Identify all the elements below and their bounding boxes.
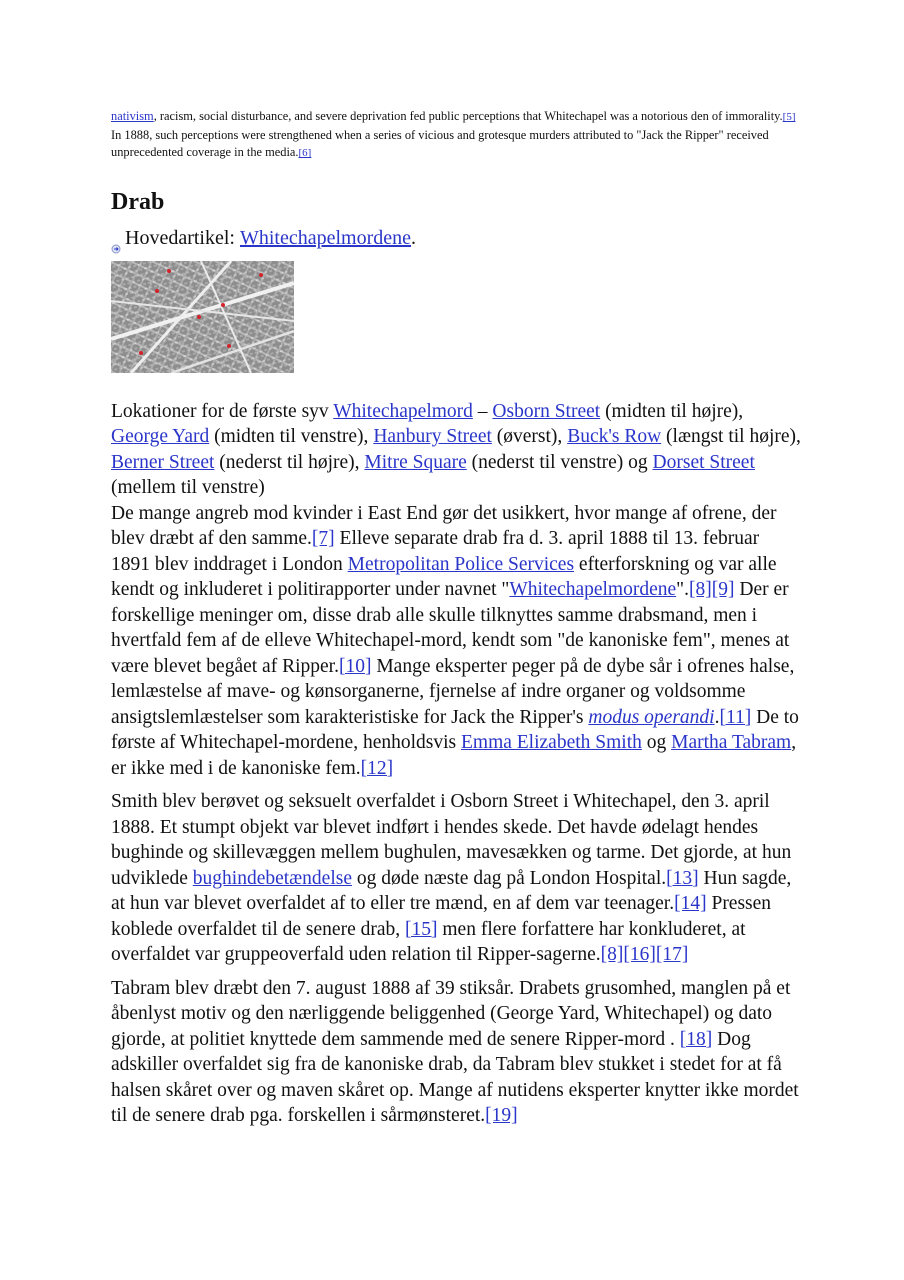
link-emma-elizabeth-smith[interactable]: Emma Elizabeth Smith bbox=[460, 732, 642, 753]
link-osborn-street[interactable]: Osborn Street bbox=[492, 400, 601, 422]
link-mitre-square[interactable]: Mitre Square bbox=[364, 451, 467, 473]
article-content bbox=[111, 108, 801, 1129]
paragraph-2: Smith blev berøvet og seksuelt overfaldet i Osborn Street i Whitechapel, den 3. april 1888. Et stumpt objekt var blevet indført i hendes skede. Det havde ødelagt hendes bughinde og skillevæggen mellem bughulen, mavesækken og tarme. Det gjorde, at hun udviklede bughindebetændelse og døde næste dag på London Hospital.[13] Hun sagde, at hun var blevet overfaldet af to eller tre mænd, en af dem var teenager.[14] Pressen koblede overfaldet til de senere drab, [15] men flere forfattere har konkluderet, at overfaldet var gruppeoverfald uden relation til Ripper-sagerne.[8][16][17] bbox=[111, 791, 792, 965]
link-whitechapelmordene[interactable]: Whitechapelmordene bbox=[509, 579, 677, 600]
ref-11[interactable]: [11] bbox=[719, 706, 752, 728]
ref-19[interactable]: [19] bbox=[485, 1105, 518, 1126]
ref-8[interactable]: [8] bbox=[688, 579, 712, 600]
map-image[interactable] bbox=[111, 261, 294, 373]
ref-18[interactable]: [18] bbox=[679, 1028, 713, 1050]
ref-8b[interactable]: [8] bbox=[600, 944, 624, 965]
link-nativism[interactable]: nativism bbox=[111, 109, 154, 123]
link-modus-operandi[interactable]: modus operandi bbox=[588, 706, 715, 728]
image-caption: Lokationer for de første syv Whitechapelmord – Osborn Street (midten til højre), George Yard (midten til venstre), Hanbury Street (øverst), Buck's Row (længst til højre), Berner Street (nederst til højre), Mitre Square (nederst til venstre) og Dorset Street (mellem til venstre) bbox=[111, 400, 801, 498]
intro-text: In 1888, such perceptions were strengthened when a series of vicious and grotesque murders attributed to "Jack the Ripper" received unprecedented coverage in the media. bbox=[111, 127, 769, 159]
paragraph-1: De mange angreb mod kvinder i East End gør det usikkert, hvor mange af ofrene, der blev dræbt af den samme.[7] Elleve separate drab fra d. 3. april 1888 til 13. februar 1891 blev inddraget i London Metropolitan Police Services efterforskning og var alle kendt og inkluderet i politirapporter under navnet "Whitechapelmordene".[8][9] Der er forskellige meninger om, disse drab alle skulle tilknyttes samme drabsmand, men i hvertfald fem af de elleve Whitechapel-mord, kendt som "de kanoniske fem", menes at være blevet begået af Ripper.[10] Mange eksperter peger på de dybe sår i ofrenes halse, lemlæstelse af mave- og kønsorganerne, fjernelse af indre organer og voldsomme ansigtslemlæstelser som karakteristiske for Jack the Ripper's modus operandi.[11] De to første af Whitechapel-mordene, henholdsvis Emma Elizabeth Smith og Martha Tabram, er ikke med i de kanoniske fem.[12] bbox=[111, 502, 799, 779]
main-article-prefix: Hovedartikel: bbox=[125, 226, 235, 249]
link-george-yard[interactable]: George Yard bbox=[111, 426, 210, 447]
ref-10[interactable]: [10] bbox=[338, 655, 372, 677]
ref-6[interactable]: [6] bbox=[298, 147, 312, 159]
ref-14[interactable]: [14] bbox=[674, 893, 707, 914]
link-bughindebetaendelse[interactable]: bughindebetændelse bbox=[192, 867, 352, 889]
link-bucks-row[interactable]: Buck's Row bbox=[567, 426, 662, 447]
link-martha-tabram[interactable]: Martha Tabram bbox=[671, 732, 792, 753]
ref-13[interactable]: [13] bbox=[666, 867, 699, 889]
link-dorset-street[interactable]: Dorset Street bbox=[652, 451, 755, 473]
link-hanbury-street[interactable]: Hanbury Street bbox=[373, 426, 492, 447]
link-metropolitan-police[interactable]: Metropolitan Police Services bbox=[347, 553, 575, 575]
arrow-link-icon bbox=[111, 235, 121, 245]
main-article-suffix: . bbox=[411, 226, 416, 249]
intro-paragraph bbox=[111, 108, 801, 163]
intro-text: , racism, social disturbance, and severe deprivation fed public perceptions that Whitechapel was a notorious den of immorality. bbox=[153, 109, 783, 123]
ref-12[interactable]: [12] bbox=[360, 757, 394, 779]
ref-5[interactable]: [5] bbox=[782, 111, 796, 123]
link-whitechapelmord[interactable]: Whitechapelmord bbox=[333, 400, 473, 422]
main-article-line bbox=[111, 225, 801, 251]
ref-16[interactable]: [16] bbox=[623, 944, 656, 965]
link-berner-street[interactable]: Berner Street bbox=[111, 451, 215, 473]
ref-17[interactable]: [17] bbox=[655, 944, 689, 965]
ref-9[interactable]: [9] bbox=[711, 579, 735, 600]
ref-7[interactable]: [7] bbox=[311, 528, 335, 549]
paragraph-3: Tabram blev dræbt den 7. august 1888 af 39 stiksår. Drabets grusomhed, manglen på et åbenlyst motiv og den nærliggende beliggenhed (George Yard, Whitechapel) og dato gjorde, at politiet knyttede dem sammende med de senere Ripper-mord . [18] Dog adskiller overfaldet sig fra de kanoniske drab, da Tabram blev stukket i stedet for at få halsen skåret over og maven skåret op. Mange af nutidens eksperter knytter ikke mordet til de senere drab pga. forskellen i sårmønsteret.[19] bbox=[111, 977, 799, 1126]
ref-15[interactable]: [15] bbox=[405, 918, 438, 940]
link-main-article[interactable]: Whitechapelmordene bbox=[239, 226, 411, 249]
section-heading: Drab bbox=[111, 188, 165, 215]
